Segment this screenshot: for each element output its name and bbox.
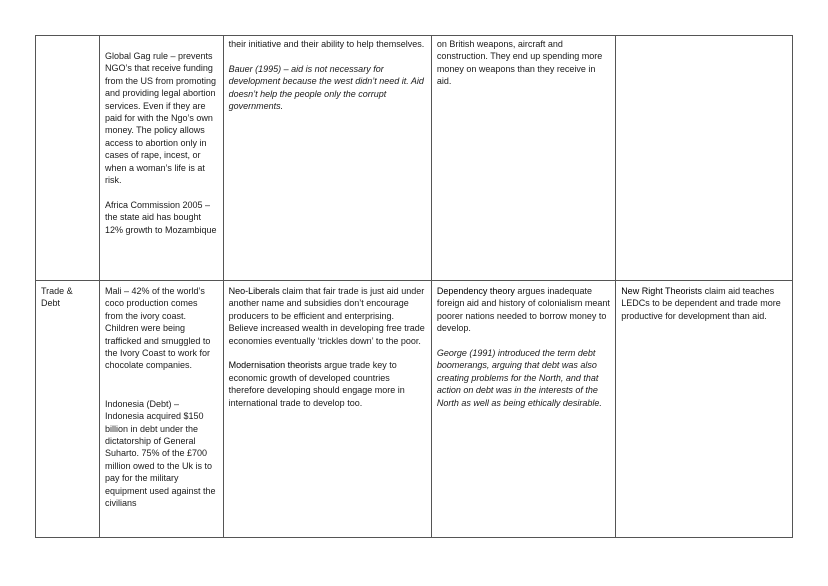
theory-term: Neo-Liberals [228, 286, 280, 296]
theory-text [437, 285, 610, 335]
theory-text [229, 359, 426, 409]
theory-cell [431, 36, 615, 281]
theory-term: New Right Theorists [621, 286, 703, 296]
theory-body: argue trade key to economic growth of developed countries therefore developing should engage more in international trade to develop too. [228, 360, 405, 408]
theory-cell [616, 36, 793, 281]
table-row [36, 36, 793, 281]
theory-cell [223, 281, 431, 538]
theory-body: argues inadequate foreign aid and history of colonialism meant poorer nations needed to borrow money to develop. [436, 286, 610, 334]
theory-cell [223, 36, 431, 281]
theory-text [621, 285, 787, 322]
theory-body: claim that fair trade is just aid under another name and subsidies don’t encourage producers to be efficient and enterprising. Believe increased wealth in developing free trade economies eventually ‘trickles down’ to the poor. [228, 286, 425, 346]
theory-text: their initiative and their ability to help themselves. [228, 39, 425, 49]
case-study-cell [99, 281, 223, 538]
theory-quote: Bauer (1995) – aid is not necessary for development because the west didn’t need it. Aid doesn’t help the people only the corrupt governments. [228, 63, 424, 112]
row-label-cell [36, 281, 100, 538]
case-study-cell [99, 36, 223, 281]
theory-term: Modernisation theorists [228, 360, 322, 371]
case-study-text: Indonesia (Debt) – Indonesia acquired $150 billion in debt under the dictatorship of General Suharto. 75% of the £700 million owed to the Uk is to pay for the military equipment used against the civilians [104, 398, 216, 509]
case-study-text: Global Gag rule – prevents NGO’s that receive funding from the US from promoting and providing legal abortion services. Even if they are paid for with the Ngo’s own money. The policy allows access to abortion only in cases of rape, incest, or when a woman’s life is at risk. [104, 51, 217, 186]
theory-text [229, 285, 426, 347]
case-study-text: Africa Commission 2005 – the state aid has bought 12% growth to Mozambique [104, 199, 217, 235]
table-row [36, 281, 793, 538]
theory-cell [616, 281, 793, 538]
theory-body: claim aid teaches LEDCs to be dependent and trade more productive for development than aid. [621, 286, 781, 321]
row-label: Trade & Debt [41, 286, 73, 309]
theory-quote: George (1991) introduced the term debt boomerangs, arguing that debt was also creating problems for the North, and that action on debt was in the interests of the North as well as being ethically desirable. [436, 348, 602, 408]
theory-text: on British weapons, aircraft and construction. They end up spending more money on weapons than they receive in aid. [436, 39, 603, 87]
row-label-cell [36, 36, 100, 281]
case-study-text: Mali – 42% of the world’s coco production comes from the ivory coast. Children were being trafficked and smuggled to the Ivory Coast to work for chocolate companies. [104, 286, 211, 371]
theory-cell [431, 281, 615, 538]
notes-table [35, 35, 793, 538]
theory-term: Dependency theory [436, 286, 515, 296]
